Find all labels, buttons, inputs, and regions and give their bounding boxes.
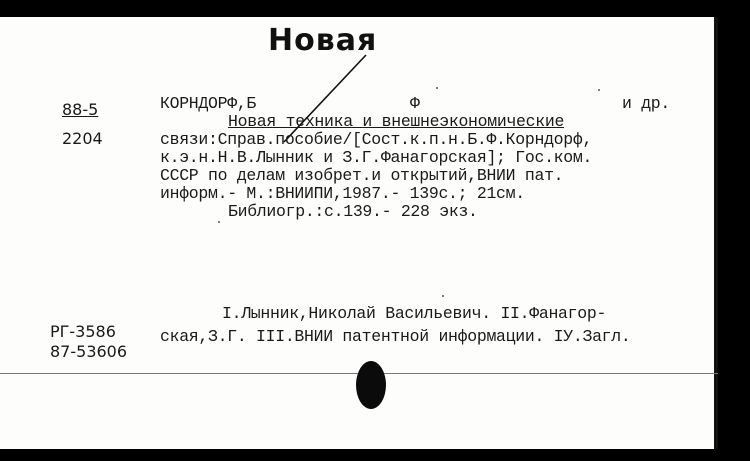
heading-et-al: и др. <box>622 94 671 113</box>
tracing-line-1: I.Лынник,Николай Васильевич. II.Фанагор- <box>222 304 607 323</box>
body-line-3: к.э.н.Н.В.Лынник и З.Г.Фанагорская]; Гос.ком. <box>160 148 593 167</box>
dust-speck <box>598 89 600 91</box>
body-line-2: связи:Справ.пособие/[Сост.к.п.н.Б.Ф.Корндорф, <box>160 130 593 149</box>
dust-speck <box>218 221 220 223</box>
dust-speck <box>436 87 438 89</box>
body-line-6: Библиогр.:с.139.- 228 экз. <box>228 202 478 221</box>
tracing-line-2: ская,З.Г. III.ВНИИ патентной информации. IУ.Загл. <box>160 327 631 346</box>
dust-speck <box>442 295 444 297</box>
shelfmark-top: 88-5 <box>62 100 99 119</box>
catalog-card <box>0 17 718 449</box>
code-line-2: 87-53606 <box>50 342 128 361</box>
body-line-1: Новая техника и внешнеэкономические <box>228 112 565 131</box>
heading-author: КОРНДОРФ,Б <box>160 94 257 113</box>
heading-initial: Ф <box>410 94 420 113</box>
handwritten-note: Новая <box>268 23 378 58</box>
body-line-5: информ.- М.:ВНИИПИ,1987.- 139с.; 21см. <box>160 184 525 203</box>
card-punch-hole <box>356 361 386 409</box>
body-line-4: СССР по делам изобрет.и открытий,ВНИИ пат. <box>160 166 564 185</box>
code-line-1: РГ-3586 <box>50 322 116 341</box>
shelfmark-bottom: 2204 <box>62 129 103 148</box>
